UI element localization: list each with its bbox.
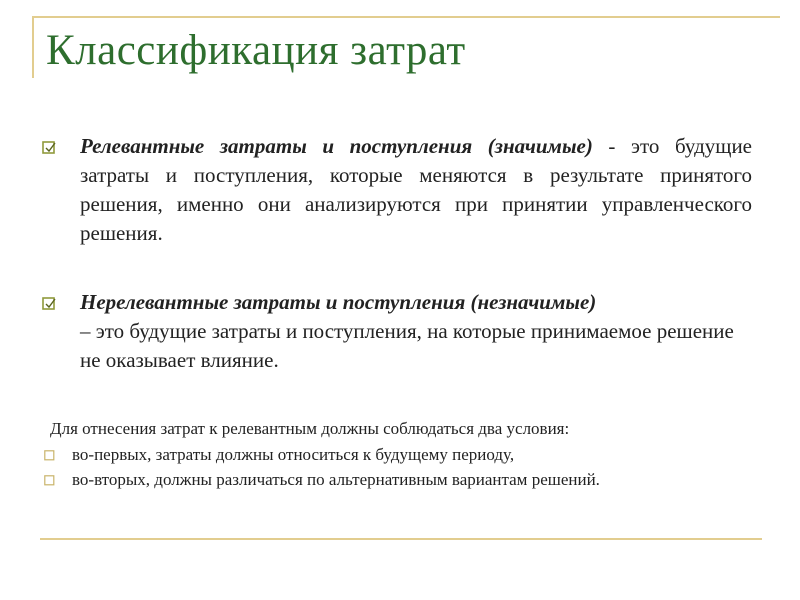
- bullet-term: Релевантные затраты и поступления (значимые): [80, 134, 593, 158]
- square-bullet-icon: [44, 475, 55, 486]
- bullet-definition: - это будущие затраты и поступления, которые меняются в результате принятого решения, именно они анализируются при принятии управленческого решения.: [80, 134, 753, 245]
- condition-item: [42, 469, 742, 491]
- frame-bottom-line: [40, 538, 762, 540]
- bullet-text: [80, 132, 752, 248]
- bullet-text: [80, 288, 752, 375]
- bullet-relevant: [42, 132, 752, 248]
- bullet-term: Нерелевантные затраты и поступления (незначимые): [80, 290, 597, 314]
- bullet-irrelevant: [42, 288, 752, 375]
- checkbox-bullet-icon: [42, 141, 56, 155]
- bullet-definition: – это будущие затраты и поступления, на которые принимаемое решение не оказывает влияние.: [80, 319, 734, 372]
- frame-left-line: [32, 16, 34, 78]
- condition-text: во-вторых, должны различаться по альтернативным вариантам решений.: [72, 470, 600, 489]
- conditions-section: [42, 418, 742, 494]
- slide-title: Классификация затрат: [46, 27, 466, 74]
- condition-item: [42, 444, 742, 466]
- square-bullet-icon: [44, 450, 55, 461]
- condition-text: во-первых, затраты должны относиться к будущему периоду,: [72, 445, 515, 464]
- frame-top-line: [32, 16, 780, 18]
- conditions-intro: Для отнесения затрат к релевантным должны соблюдаться два условия:: [50, 419, 570, 438]
- checkbox-bullet-icon: [42, 297, 56, 311]
